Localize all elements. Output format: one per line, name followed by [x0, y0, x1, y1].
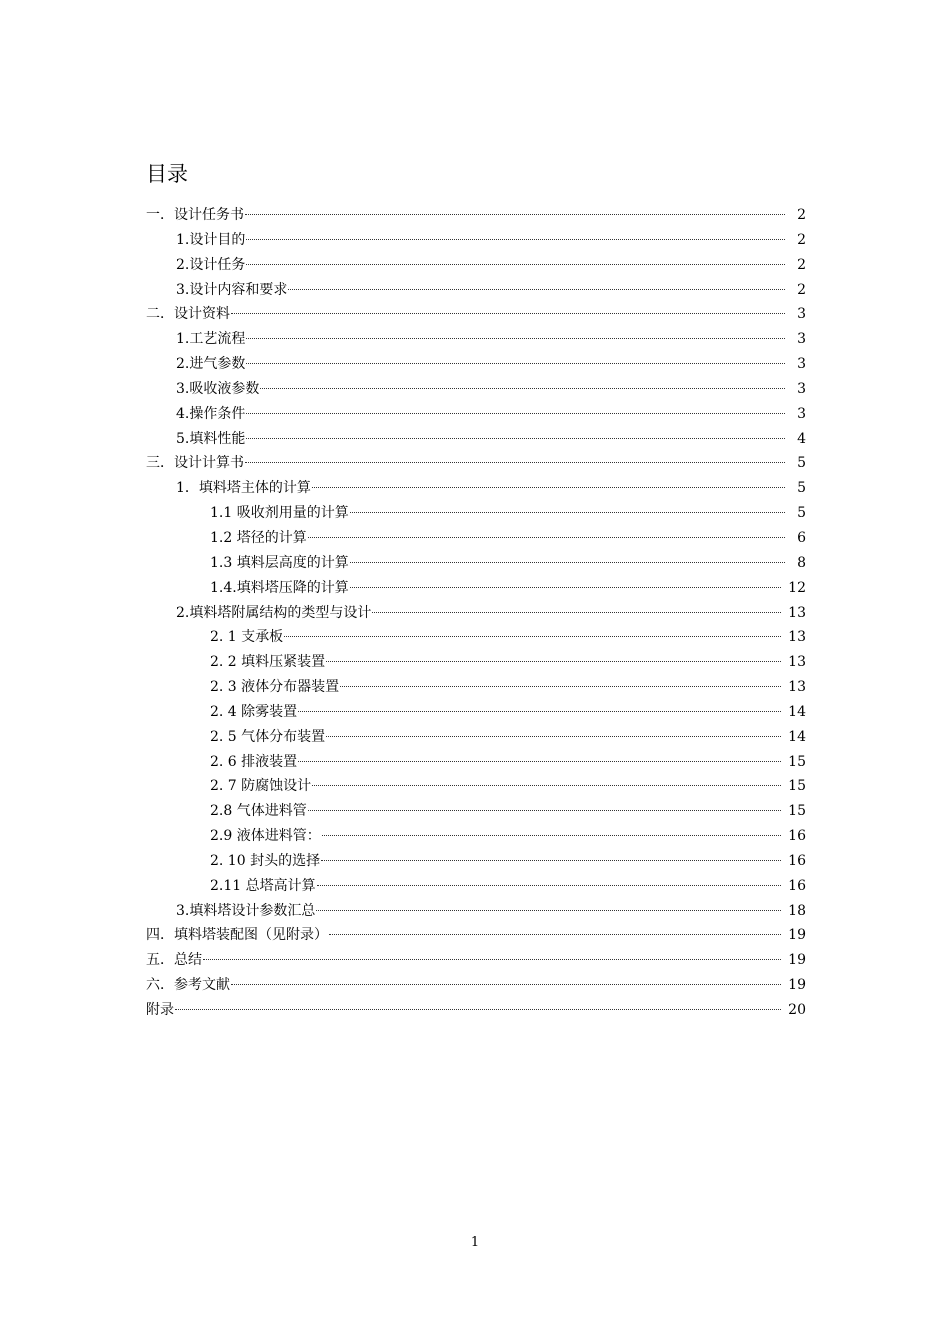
toc-entry-page: 15 — [788, 753, 806, 770]
toc-entry-label: 2.设计任务 — [176, 256, 246, 273]
toc-entry-label: 2.11 总塔高计算 — [210, 877, 316, 894]
toc-entry-label: 三．设计计算书 — [146, 455, 244, 472]
toc-entry-page: 13 — [788, 654, 806, 671]
toc-entry-page: 5 — [797, 455, 806, 472]
toc-entry-label: 五．总结 — [146, 952, 202, 969]
toc-entry-label: 3.吸收液参数 — [176, 380, 260, 397]
toc-entry[interactable] — [146, 849, 806, 874]
toc-entry[interactable] — [146, 228, 806, 253]
toc-entry-page: 2 — [797, 281, 806, 298]
toc-entry[interactable] — [146, 526, 806, 551]
toc-entry-label: 5.填料性能 — [176, 430, 246, 447]
toc-entry[interactable] — [146, 725, 806, 750]
toc-entry[interactable] — [146, 625, 806, 650]
toc-entry[interactable] — [146, 302, 806, 327]
toc-entry-page: 15 — [788, 778, 806, 795]
toc-entry-page: 13 — [788, 604, 806, 621]
toc-entry[interactable] — [146, 427, 806, 452]
toc-entry[interactable] — [146, 750, 806, 775]
toc-entry[interactable] — [146, 824, 806, 849]
dot-leader — [298, 761, 781, 762]
toc-entry-label: 1.2 塔径的计算 — [210, 529, 307, 546]
dot-leader — [316, 910, 781, 911]
toc-entry-label: 六．参考文献 — [146, 977, 230, 994]
toc-entry-page: 2 — [797, 256, 806, 273]
toc-entry[interactable] — [146, 327, 806, 352]
dot-leader — [288, 289, 785, 290]
dot-leader — [175, 1009, 781, 1010]
dot-leader — [326, 661, 781, 662]
toc-entry-page: 16 — [788, 852, 806, 869]
dot-leader — [326, 736, 781, 737]
dot-leader — [350, 512, 785, 513]
dot-leader — [312, 785, 781, 786]
toc-entry-page: 18 — [788, 902, 806, 919]
toc-entry-label: 2.9 液体进料管： — [210, 828, 321, 845]
toc-entry-page: 3 — [797, 306, 806, 323]
toc-entry[interactable] — [146, 923, 806, 948]
toc-entry-label: 2. 6 排液装置 — [210, 753, 298, 770]
dot-leader — [231, 984, 781, 985]
toc-entry[interactable] — [146, 774, 806, 799]
toc-entry[interactable] — [146, 278, 806, 303]
toc-title: 目录 — [146, 162, 188, 186]
toc-entry-label: 2. 3 液体分布器装置 — [210, 679, 340, 696]
dot-leader — [246, 413, 785, 414]
dot-leader — [246, 438, 785, 439]
toc-entry-label: 四．填料塔装配图（见附录） — [146, 927, 328, 944]
dot-leader — [246, 363, 785, 364]
toc-entry[interactable] — [146, 352, 806, 377]
toc-entry-label: 二．设计资料 — [146, 306, 230, 323]
toc-entry[interactable] — [146, 650, 806, 675]
toc-entry-label: 1.1 吸收剂用量的计算 — [210, 505, 349, 522]
toc-entry-page: 3 — [797, 380, 806, 397]
toc-entry-label: 2.填料塔附属结构的类型与设计 — [176, 604, 372, 621]
dot-leader — [246, 264, 785, 265]
toc-entry-page: 19 — [788, 927, 806, 944]
toc-entry-page: 13 — [788, 629, 806, 646]
toc-entry-label: 3.填料塔设计参数汇总 — [176, 902, 316, 919]
dot-leader — [350, 587, 781, 588]
toc-entry-page: 3 — [797, 405, 806, 422]
toc-entry-label: 2. 1 支承板 — [210, 629, 284, 646]
dot-leader — [308, 537, 785, 538]
dot-leader — [340, 686, 781, 687]
toc-entry-label: 3.设计内容和要求 — [176, 281, 288, 298]
toc-entry[interactable] — [146, 973, 806, 998]
toc-entry[interactable] — [146, 601, 806, 626]
toc-entry-page: 6 — [797, 529, 806, 546]
dot-leader — [322, 835, 781, 836]
toc-entry-page: 15 — [788, 803, 806, 820]
toc-entry-page: 12 — [788, 579, 806, 596]
toc-entry[interactable] — [146, 253, 806, 278]
toc-entry-page: 19 — [788, 977, 806, 994]
toc-entry[interactable] — [146, 203, 806, 228]
toc-entry[interactable] — [146, 874, 806, 899]
dot-leader — [284, 636, 781, 637]
toc-entry-label: 1.设计目的 — [176, 231, 246, 248]
toc-entry-label: 4.操作条件 — [176, 405, 246, 422]
dot-leader — [260, 388, 785, 389]
dot-leader — [246, 239, 785, 240]
toc-entry[interactable] — [146, 402, 806, 427]
toc-entry[interactable] — [146, 451, 806, 476]
toc-entry-page: 3 — [797, 331, 806, 348]
toc-entry[interactable] — [146, 948, 806, 973]
dot-leader — [372, 612, 781, 613]
dot-leader — [329, 934, 781, 935]
toc-entry-page: 2 — [797, 207, 806, 223]
dot-leader — [245, 462, 785, 463]
toc-entry-label: 附录 — [146, 1002, 174, 1018]
toc-entry-page: 16 — [788, 877, 806, 894]
dot-leader — [317, 885, 782, 886]
toc-entry-label: 2. 4 除雾装置 — [210, 703, 298, 720]
toc-entry[interactable] — [146, 799, 806, 824]
toc-entry-label: 2. 2 填料压紧装置 — [210, 654, 326, 671]
toc-entry-label: 2. 10 封头的选择 — [210, 852, 321, 869]
toc-entry-label: 2. 5 气体分布装置 — [210, 728, 326, 745]
toc-entry-page: 2 — [797, 231, 806, 248]
toc-entry-page: 16 — [788, 828, 806, 845]
toc-entry-page: 14 — [788, 728, 806, 745]
dot-leader — [312, 487, 785, 488]
toc-entry[interactable] — [146, 899, 806, 924]
toc-entry-page: 14 — [788, 703, 806, 720]
toc-list — [146, 203, 806, 1023]
toc-entry[interactable] — [146, 377, 806, 402]
dot-leader — [308, 810, 781, 811]
toc-entry[interactable] — [146, 576, 806, 601]
toc-entry[interactable] — [146, 675, 806, 700]
toc-entry-label: 2.8 气体进料管 — [210, 803, 307, 820]
toc-entry-label: 1.工艺流程 — [176, 331, 246, 348]
page-number: 1 — [470, 1235, 480, 1250]
toc-entry-page: 20 — [788, 1002, 806, 1018]
dot-leader — [245, 214, 785, 215]
toc-entry[interactable] — [146, 551, 806, 576]
toc-entry-label: 1．填料塔主体的计算 — [176, 480, 311, 497]
toc-entry-page: 3 — [797, 356, 806, 373]
toc-entry-page: 8 — [797, 554, 806, 571]
dot-leader — [231, 313, 785, 314]
toc-entry[interactable] — [146, 501, 806, 526]
toc-entry-page: 5 — [797, 480, 806, 497]
toc-entry[interactable] — [146, 476, 806, 501]
toc-entry-page: 13 — [788, 679, 806, 696]
toc-entry-label: 一．设计任务书 — [146, 207, 244, 223]
toc-entry[interactable] — [146, 998, 806, 1023]
toc-entry-page: 19 — [788, 952, 806, 969]
dot-leader — [298, 711, 781, 712]
toc-entry-page: 4 — [797, 430, 806, 447]
toc-entry-label: 2. 7 防腐蚀设计 — [210, 778, 312, 795]
toc-entry[interactable] — [146, 700, 806, 725]
toc-entry-page: 5 — [797, 505, 806, 522]
dot-leader — [203, 959, 781, 960]
dot-leader — [246, 338, 785, 339]
toc-entry-label: 1.3 填料层高度的计算 — [210, 554, 349, 571]
dot-leader — [350, 562, 785, 563]
toc-entry-label: 1.4.填料塔压降的计算 — [210, 579, 349, 596]
dot-leader — [321, 860, 781, 861]
toc-entry-label: 2.进气参数 — [176, 356, 246, 373]
